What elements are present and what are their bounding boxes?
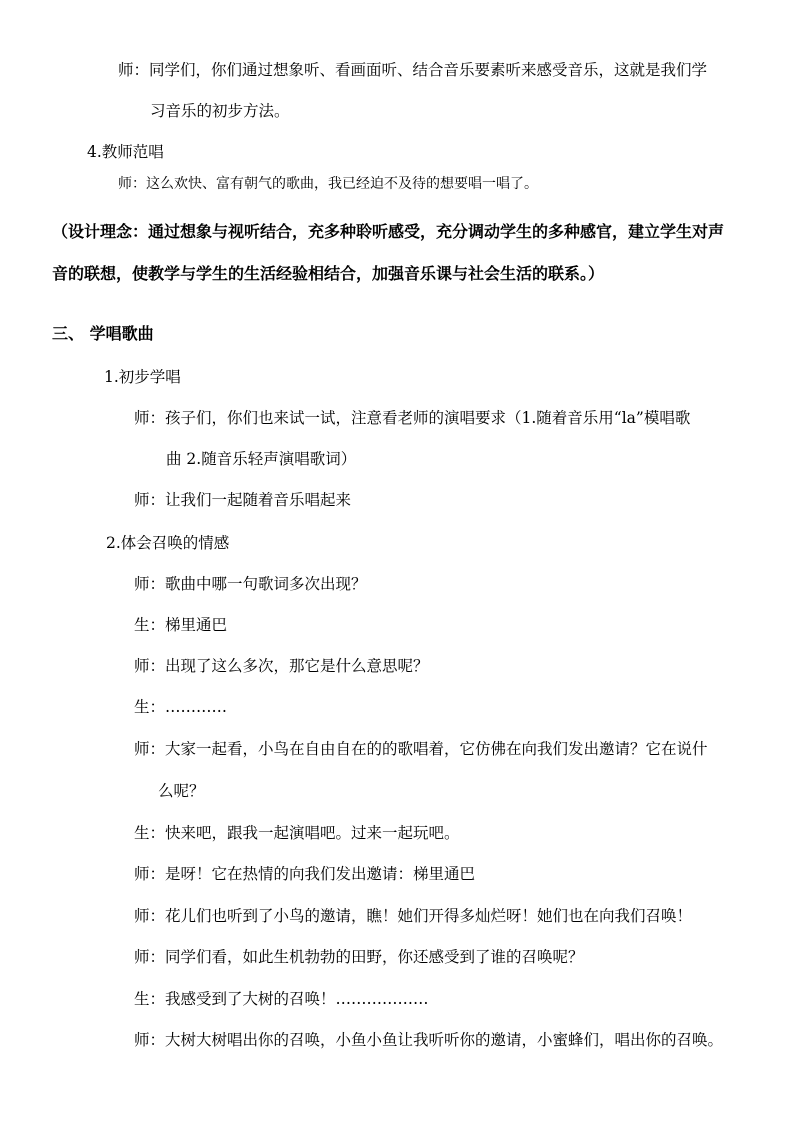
dialogue-line-cont: 么呢？	[158, 782, 205, 800]
dialogue-line: 师：歌曲中哪一句歌词多次出现？	[134, 575, 367, 593]
dialogue-line: 生：快来吧，跟我一起演唱吧。过来一起玩吧。	[134, 824, 460, 842]
step2-heading: 2.体会召唤的情感	[106, 534, 230, 552]
step1-teacher-line-1-cont: 曲 2.随音乐轻声演唱歌词）	[166, 450, 357, 468]
dialogue-line: 师：同学们看，如此生机勃勃的田野，你还感受到了谁的召唤呢？	[134, 948, 584, 966]
dialogue-line: 师：是呀！它在热情的向我们发出邀请：梯里通巴	[134, 865, 476, 883]
design-concept-line-2: 音的联想，使教学与学生的生活经验相结合，加强音乐课与社会生活的联系。）	[52, 264, 605, 283]
dialogue-line: 生：梯里通巴	[134, 616, 228, 634]
dialogue-line: 生：我感受到了大树的召唤！………………	[134, 990, 429, 1008]
step1-teacher-line-1: 师：孩子们，你们也来试一试，注意看老师的演唱要求（1.随着音乐用“la”模唱歌	[134, 409, 691, 427]
dialogue-line: 师：大树大树唱出你的召唤，小鱼小鱼让我听听你的邀请，小蜜蜂们，唱出你的召唤。	[134, 1031, 724, 1049]
teacher-line-2: 习音乐的初步方法。	[150, 102, 290, 120]
dialogue-line: 师：花儿们也听到了小鸟的邀请，瞧！她们开得多灿烂呀！她们也在向我们召唤！	[134, 907, 693, 925]
teacher-line-1: 师：同学们，你们通过想象听、看画面听、结合音乐要素听来感受音乐，这就是我们学	[118, 61, 708, 79]
section3-heading: 三、 学唱歌曲	[52, 324, 154, 343]
dialogue-line: 师：出现了这么多次，那它是什么意思呢？	[134, 657, 429, 675]
dialogue-line: 生：…………	[134, 698, 228, 716]
step1-heading: 1.初步学唱	[104, 368, 181, 386]
step4-teacher-line: 师：这么欢快、富有朝气的歌曲，我已经迫不及待的想要唱一唱了。	[118, 176, 538, 192]
design-concept-line-1: （设计理念：通过想象与视听结合，充多种聆听感受，充分调动学生的多种感官，建立学生对声	[52, 222, 725, 241]
step4-heading: 4.教师范唱	[87, 143, 164, 161]
step1-teacher-line-2: 师：让我们一起随着音乐唱起来	[134, 491, 352, 509]
dialogue-line: 师：大家一起看，小鸟在自由自在的的歌唱着，它仿佛在向我们发出邀请？它在说什	[134, 740, 708, 758]
